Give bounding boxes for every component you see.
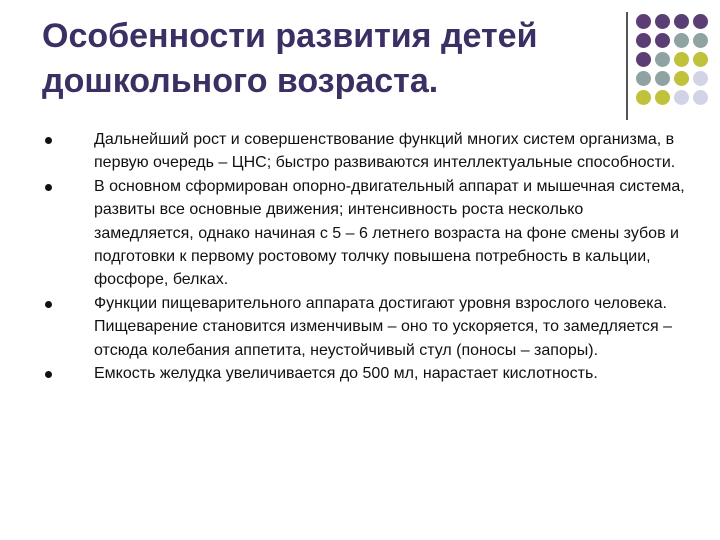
decorative-dot (674, 52, 689, 67)
decorative-dot (674, 14, 689, 29)
bullet-item (42, 128, 687, 175)
bullet-dot-icon (45, 371, 52, 378)
decorative-dot (674, 33, 689, 48)
decorative-dot (655, 33, 670, 48)
bullet-item (42, 292, 687, 362)
slide-title: Особенности развития детей дошкольного возраста. (42, 17, 538, 100)
bullet-dot-icon (45, 184, 52, 191)
decorative-dot (655, 52, 670, 67)
decorative-dot (693, 14, 708, 29)
decorative-dot (655, 14, 670, 29)
bullet-list (42, 128, 687, 385)
decorative-dot (636, 90, 651, 105)
bullet-item (42, 362, 687, 385)
decorative-dot (674, 71, 689, 86)
decorative-dot (655, 71, 670, 86)
decorative-dot (693, 33, 708, 48)
decorative-dot (693, 52, 708, 67)
decorative-dot (636, 33, 651, 48)
bullet-text: Емкость желудка увеличивается до 500 мл, нарастает кислотность. (94, 365, 598, 383)
decorative-dot (636, 71, 651, 86)
title-divider-line (626, 12, 628, 120)
bullet-item (42, 175, 687, 292)
bullet-dot-icon (45, 301, 52, 308)
decorative-dot (636, 14, 651, 29)
decorative-dot (693, 90, 708, 105)
bullet-dot-icon (45, 137, 52, 144)
bullet-text: Дальнейший рост и совершенствование функций многих систем организма, в первую очередь – ЦНС; быстро развиваются интеллектуальные способности. (94, 131, 676, 172)
decorative-dot (674, 90, 689, 105)
decorative-dot (655, 90, 670, 105)
decorative-dot (693, 71, 708, 86)
bullet-text: Функции пищеварительного аппарата достигают уровня взрослого человека. Пищеварение становится изменчивым – оно то ускоряется, то замедляется – отсюда колебания аппетита, неустойчивый стул (поносы – запоры). (94, 294, 673, 359)
bullet-text: В основном сформирован опорно-двигательный аппарат и мышечная система, развиты все основные движения; интенсивность роста несколько замедляется, однако начиная с 5 – 6 летнего возраста на фоне смены зубов и подготовки к первому ростовому толчку повышена потребность в кальции, фосфоре, белках. (94, 177, 685, 289)
decorative-dot (636, 52, 651, 67)
